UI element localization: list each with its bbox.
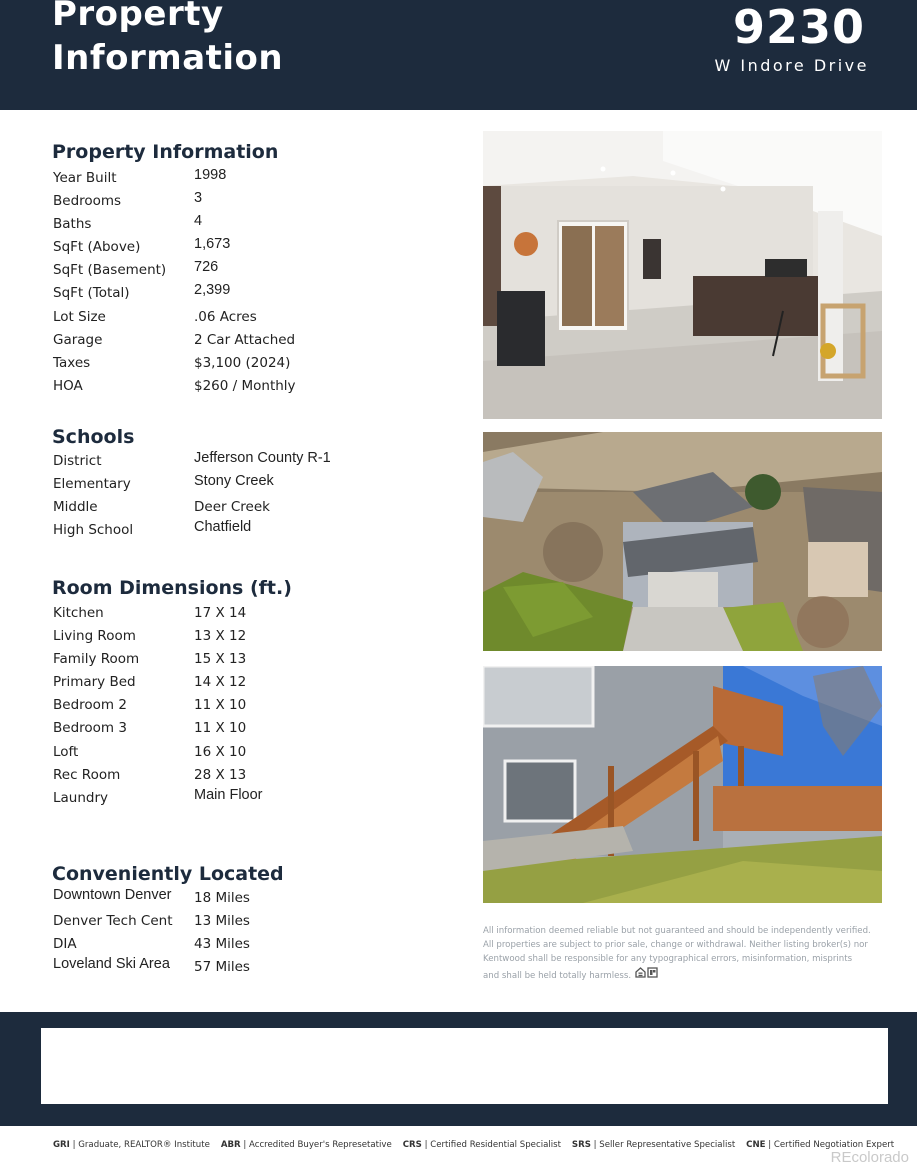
footer-blank-panel [41, 1028, 888, 1104]
row-label: SqFt (Above) [53, 239, 141, 255]
row-label: Laundry [53, 790, 109, 806]
recolorado-watermark: REcolorado [830, 1149, 909, 1166]
row-label: Living Room [53, 628, 136, 644]
schools-title: Schools [52, 426, 135, 448]
equal-housing-icon [635, 967, 659, 983]
row-value: 17 X 14 [194, 605, 247, 621]
disclaimer-line [483, 967, 885, 983]
row-value: 4 [194, 213, 203, 229]
row-label: District [53, 453, 102, 469]
row-value: 1,673 [194, 236, 231, 252]
designation-text: Graduate, REALTOR® Institute [78, 1140, 210, 1150]
street-name: W Indore Drive [714, 56, 869, 75]
disclaimer-line: All information deemed reliable but not guaranteed and should be independently verified. [483, 926, 871, 936]
basement-rec-room-photo [483, 131, 882, 419]
row-label: SqFt (Basement) [53, 262, 167, 278]
row-value: $260 / Monthly [194, 378, 296, 394]
row-label: Year Built [53, 170, 117, 186]
row-label: High School [53, 522, 134, 538]
designations-bar: GRI | Graduate, REALTOR® Institute ABR | Accredited Buyer's Represetative CRS | Certified Residential Specialist SRS | Seller Representative Specialist CNE | Certified Negotiation Expert [53, 1140, 895, 1150]
row-label: Rec Room [53, 767, 121, 783]
property-info-title: Property Information [52, 141, 279, 163]
designation-abbr: ABR [220, 1140, 241, 1150]
row-value: 14 X 12 [194, 674, 247, 690]
header-band [0, 0, 917, 110]
row-value: 15 X 13 [194, 651, 247, 667]
row-value: 57 Miles [194, 959, 250, 975]
row-value: 11 X 10 [194, 697, 247, 713]
row-label: Kitchen [53, 605, 104, 621]
row-value: .06 Acres [194, 309, 257, 325]
designation-text: Certified Residential Specialist [430, 1140, 561, 1150]
row-value: 28 X 13 [194, 767, 247, 783]
row-value: 43 Miles [194, 936, 250, 952]
row-value: 2,399 [194, 282, 231, 298]
designation-abbr: CNE [746, 1140, 766, 1150]
aerial-house-photo [483, 432, 882, 651]
row-label: Baths [53, 216, 92, 232]
row-label: Denver Tech Cent [53, 913, 173, 929]
row-value: Jefferson County R-1 [194, 450, 331, 466]
row-value: Deer Creek [194, 499, 270, 515]
designation-abbr: GRI [53, 1140, 70, 1150]
row-label: Bedrooms [53, 193, 122, 209]
row-label: SqFt (Total) [53, 285, 130, 301]
row-label: Loveland Ski Area [53, 956, 170, 972]
row-label: Taxes [53, 355, 91, 371]
row-value: Chatfield [194, 519, 252, 535]
row-label: Downtown Denver [53, 887, 172, 903]
row-label: HOA [53, 378, 83, 394]
row-label: Family Room [53, 651, 140, 667]
designation-text: Accredited Buyer's Represetative [249, 1140, 392, 1150]
row-label: Lot Size [53, 309, 106, 325]
row-label: Loft [53, 744, 79, 760]
row-label: Bedroom 3 [53, 720, 127, 736]
row-value: $3,100 (2024) [194, 355, 291, 371]
row-label: DIA [53, 936, 77, 952]
row-value: Stony Creek [194, 473, 274, 489]
row-label: Middle [53, 499, 98, 515]
row-value: 18 Miles [194, 890, 250, 906]
disclaimer-line-text: and shall be held totally harmless. [483, 970, 632, 981]
row-value: 16 X 10 [194, 744, 247, 760]
street-number: 9230 [732, 0, 865, 54]
rooms-title: Room Dimensions (ft.) [52, 577, 292, 599]
page-title-line-1: Property [52, 0, 224, 34]
row-value: 3 [194, 190, 203, 206]
page-title [52, 0, 283, 80]
row-value: 2 Car Attached [194, 332, 296, 348]
row-value: 11 X 10 [194, 720, 247, 736]
disclaimer-line: Kentwood shall be responsible for any typographical errors, misinformation, misprints [483, 954, 853, 965]
row-value: 13 Miles [194, 913, 250, 929]
row-label: Garage [53, 332, 103, 348]
designation-text: Certified Negotiation Expert [773, 1140, 895, 1150]
row-value: 726 [194, 259, 219, 275]
row-label: Elementary [53, 476, 131, 492]
designation-text: Seller Representative Specialist [599, 1140, 736, 1150]
row-label: Primary Bed [53, 674, 136, 690]
row-value: Main Floor [194, 787, 263, 803]
designation-abbr: CRS [402, 1140, 422, 1150]
disclaimer [483, 924, 885, 983]
page-title-line-2: Information [52, 38, 284, 78]
rear-deck-photo [483, 666, 882, 903]
designation-abbr: SRS [571, 1140, 591, 1150]
row-value: 13 X 12 [194, 628, 247, 644]
located-title: Conveniently Located [52, 863, 284, 885]
disclaimer-line: All properties are subject to prior sale, change or withdrawal. Neither listing broker(s) nor [483, 940, 868, 951]
row-value: 1998 [194, 167, 227, 183]
row-label: Bedroom 2 [53, 697, 127, 713]
